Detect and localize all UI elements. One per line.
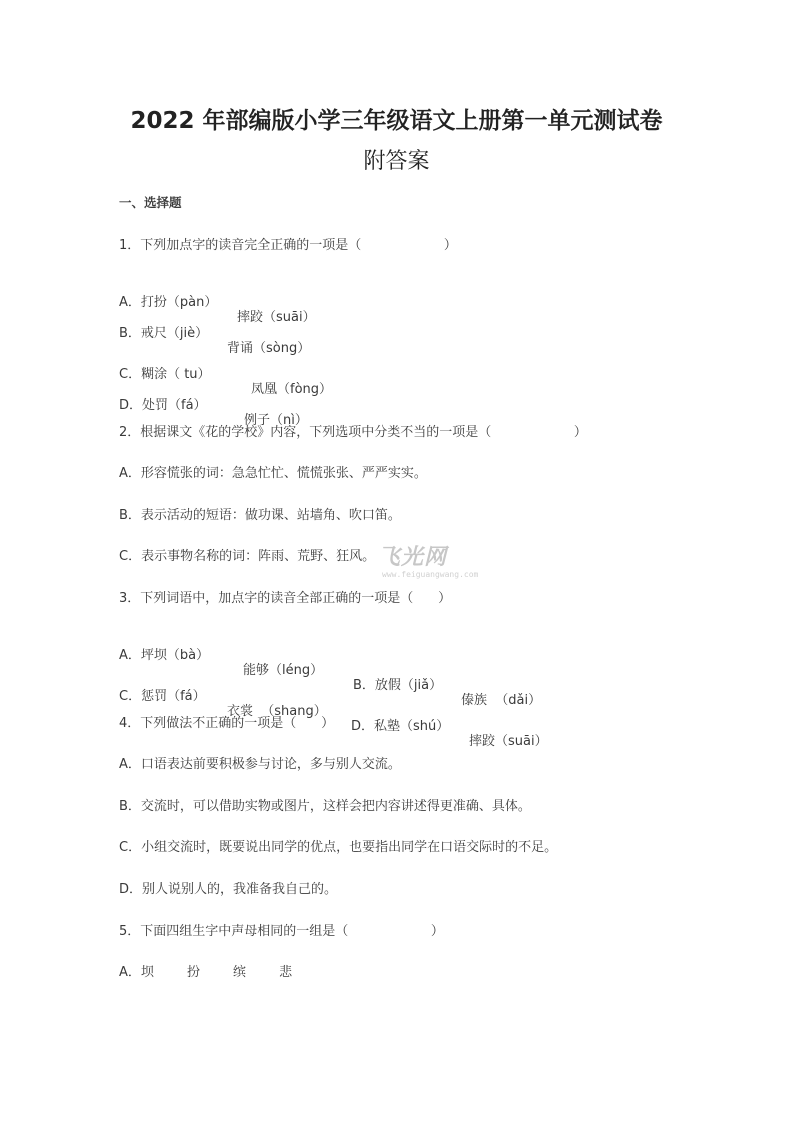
q1-b-part1: B．戒尺（jiè） [119,326,209,341]
question-2-option-a: A．形容慌张的词：急急忙忙、慌慌张张、严严实实。 [119,466,427,481]
q3-d-part1: D．私塾（shú） [351,719,450,734]
q1-c-part1: C．糊涂（ tu） [119,367,211,382]
q1-c-part2: 凤凰（fòng） [251,382,333,397]
q1-d-part1: D．处罚（fá） [119,398,207,413]
q1-b-part2: 背诵（sòng） [227,341,311,356]
question-2-option-b: B．表示活动的短语：做功课、站墙角、吹口笛。 [119,508,401,523]
q3-a-part2: 能够（léng） [243,663,324,678]
question-2-stem: 2．根据课文《花的学校》内容，下列选项中分类不当的一项是（ ） [119,425,587,440]
watermark-url: www.feiguangwang.com [382,570,479,579]
question-4-option-b: B．交流时，可以借助实物或图片，这样会把内容讲述得更准确、具体。 [119,799,531,814]
watermark-text: 飞光网 [378,545,448,570]
q1-a-part1: A．打扮（pàn） [119,295,218,310]
q3-c-part2: 衣裳 （shang） [227,704,327,719]
title-line-2: 附答案 [363,149,430,174]
q1-d-part2: 例子（nì） [244,413,308,428]
section-heading: 一、选择题 [119,195,182,210]
q3-d-part2: 摔跤（suāi） [469,734,548,749]
q3-c-part1: C．惩罚（fá） [119,689,206,704]
q3-b-part1: B．放假（jiǎ） [353,678,443,693]
question-2-option-c: C．表示事物名称的词：阵雨、荒野、狂风。 [119,549,376,564]
question-5-option-a: A．坝 扮 缤 悲 [119,965,293,980]
q3-a-part1: A．坪坝（bà） [119,648,210,663]
question-3-stem: 3．下列词语中，加点字的读音全部正确的一项是（ ） [119,591,452,606]
question-4-stem: 4．下列做法不正确的一项是（ ） [119,716,335,731]
q3-b-part2: 傣族 （dǎi） [461,693,542,708]
question-1-stem: 1．下列加点字的读音完全正确的一项是（ ） [119,238,457,253]
question-4-option-a: A．口语表达前要积极参与讨论，多与别人交流。 [119,757,401,772]
question-4-option-c: C．小组交流时，既要说出同学的优点，也要指出同学在口语交际时的不足。 [119,840,558,855]
watermark-logo [378,540,479,586]
title-line-1: 2022 年部编版小学三年级语文上册第一单元测试卷 [130,108,663,134]
q1-a-part2: 摔跤（suāi） [237,310,316,325]
question-5-stem: 5．下面四组生字中声母相同的一组是（ ） [119,924,444,939]
question-4-option-d: D．别人说别人的，我准备我自己的。 [119,882,338,897]
